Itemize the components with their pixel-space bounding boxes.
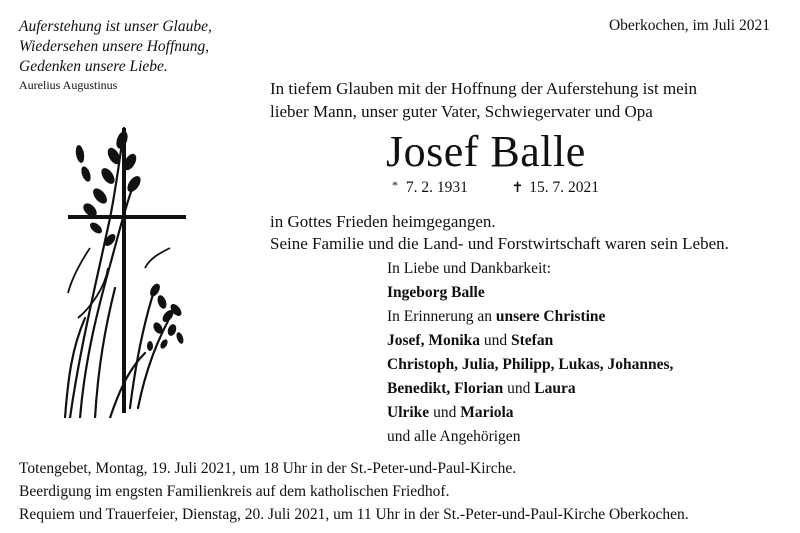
mourner-names: Stefan (511, 332, 554, 349)
mourner-names: Ulrike (387, 404, 430, 421)
place-date: Oberkochen, im Juli 2021 (608, 17, 770, 34)
mourner-and: und (507, 380, 531, 397)
funeral-info (19, 457, 689, 526)
memory-name: unsere Christine (495, 308, 606, 325)
mourner-names: Laura (534, 380, 576, 397)
mourner-and: und (433, 404, 457, 421)
intro-text (270, 77, 697, 123)
intro-line: lieber Mann, unser guter Vater, Schwiegervater und Opa (270, 102, 653, 121)
funeral-line: Totengebet, Montag, 19. Juli 2021, um 18 Uhr in der St.-Peter-und-Paul-Kirche. (19, 460, 517, 477)
passed-line: in Gottes Frieden heimgegangen. (270, 212, 496, 231)
mourner-line (387, 401, 673, 425)
mourner-names: Christoph, Julia, Philipp, Lukas, Johannes, (387, 356, 674, 373)
mourners-closing: und alle Angehörigen (387, 428, 521, 445)
deceased-name: Josef Balle (386, 127, 586, 176)
born-symbol: * (392, 178, 398, 192)
mourner-line (387, 329, 673, 353)
quote-line: Gedenken unsere Liebe. (19, 58, 168, 75)
mourner-names: Mariola (460, 404, 514, 421)
mourner-and: und (483, 332, 508, 349)
mourners-heading: In Liebe und Dankbarkeit: (387, 260, 551, 277)
quote (19, 17, 212, 77)
quote-line: Wiedersehen unsere Hoffnung, (19, 38, 210, 55)
quote-line: Auferstehung ist unser Glaube, (19, 18, 212, 35)
cross-with-wheat-icon (50, 118, 200, 423)
quote-author: Aurelius Augustinus (19, 78, 118, 92)
intro-line: In tiefem Glauben mit der Hoffnung der Auferstehung ist mein (270, 79, 697, 98)
death-symbol: ✝ (511, 180, 524, 196)
birth-date: 7. 2. 1931 (405, 179, 468, 196)
mourner-wife: Ingeborg Balle (387, 284, 485, 301)
mourner-line (387, 377, 673, 401)
passed-line: Seine Familie und die Land- und Forstwirtschaft waren sein Leben. (270, 234, 729, 253)
passed-text (270, 211, 729, 255)
memory-prefix: In Erinnerung an (387, 308, 493, 325)
memory-line (387, 305, 673, 329)
death-date: 15. 7. 2021 (529, 179, 599, 196)
mourners-list (387, 257, 673, 449)
life-dates (392, 178, 599, 197)
funeral-line: Beerdigung im engsten Familienkreis auf dem katholischen Friedhof. (19, 483, 450, 500)
mourner-names: Benedikt, Florian (387, 380, 504, 397)
funeral-line: Requiem und Trauerfeier, Dienstag, 20. Juli 2021, um 11 Uhr in der St.-Peter-und-Paul-Kirche Oberkochen. (19, 506, 689, 523)
mourner-names: Josef, Monika (387, 332, 480, 349)
